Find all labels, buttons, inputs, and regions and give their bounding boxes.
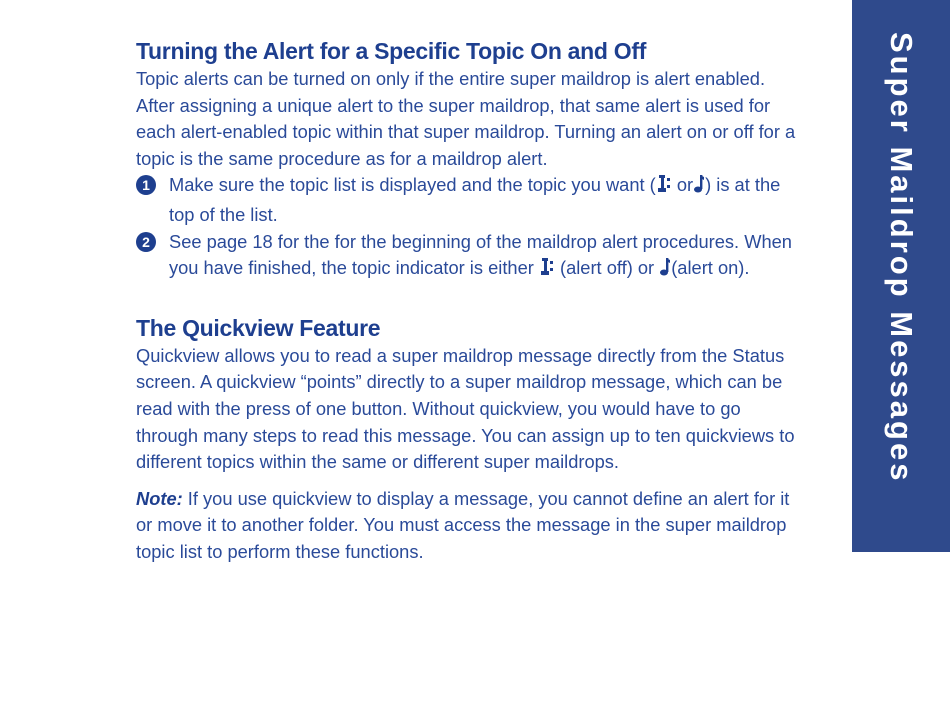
alert-intro-paragraph: Topic alerts can be turned on only if the entire super maildrop is alert enabled. After assigning a unique alert to the super maildrop, that same alert is used for each alert-enabled topic within that super maildrop. Turning an alert on or off for a topic is the same procedure as for a maildrop alert. (136, 68, 796, 169)
step-1-text-after: ) is at the top of the list. (169, 174, 781, 225)
step-1-text-between: or (671, 174, 694, 196)
alert-on-music-note-icon (659, 257, 671, 285)
section-heading-alert: Turning the Alert for a Specific Topic On and Off (136, 38, 647, 64)
note-label: Note: (136, 487, 183, 509)
alert-off-indicator-icon (539, 257, 555, 285)
section-heading-quickview: The Quickview Feature (136, 314, 381, 341)
note-paragraph (136, 486, 806, 566)
step-item-1 (136, 172, 806, 228)
step-item-2 (136, 229, 806, 285)
alert-on-music-note-icon (693, 174, 705, 202)
step-2-text-between: (alert off) or (554, 257, 660, 279)
quickview-body-paragraph: Quickview allows you to read a super maildrop message directly from the Status screen. A quickview “points” directly to a super maildrop message, which can be read with the press of one button. Without quickview, you would have to go through many steps to read this message. You can assign up to ten quickviews to different topics within the same or different super maildrops. (136, 344, 795, 473)
page-content (136, 36, 806, 566)
step-2-text-after: (alert on). (671, 257, 750, 279)
side-tab-label: Super Maildrop Messages (884, 32, 919, 484)
steps-list (136, 172, 806, 284)
step-2-text-before: See page 18 for the for the beginning of the maildrop alert procedures. When you have finished, the topic indicator is either (169, 230, 792, 279)
side-tab (852, 0, 950, 552)
note-text: If you use quickview to display a message, you cannot define an alert for it or move it to another folder. You must access the message in the super maildrop topic list to perform these functions. (136, 487, 790, 562)
step-1-text-before: Make sure the topic list is displayed and the topic you want ( (169, 174, 656, 196)
step-number-2: 2 (136, 232, 156, 252)
alert-off-indicator-icon (656, 174, 672, 202)
step-number-1: 1 (136, 175, 156, 195)
